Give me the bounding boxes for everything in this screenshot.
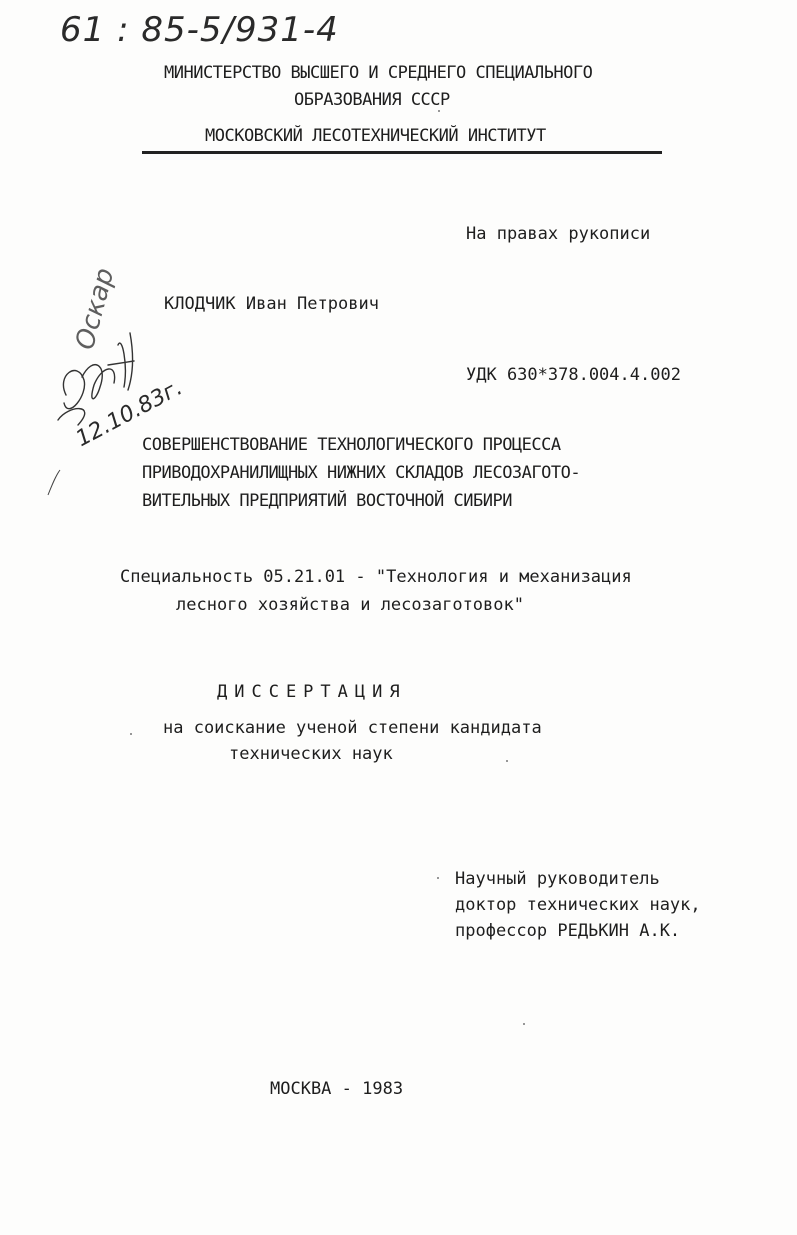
manuscript-rights: На правах рукописи	[466, 224, 651, 244]
header-divider	[142, 151, 662, 154]
advisor-line-3: профессор РЕДЬКИН А.К.	[455, 921, 681, 941]
title-line-3: ВИТЕЛЬНЫХ ПРЕДПРИЯТИЙ ВОСТОЧНОЙ СИБИРИ	[142, 491, 512, 511]
specialty-line-1: Специальность 05.21.01 - "Технология и механизация	[120, 567, 632, 587]
scan-speck	[438, 110, 440, 112]
title-line-2: ПРИВОДОХРАНИЛИЩНЫХ НИЖНИХ СКЛАДОВ ЛЕСОЗАГОТО-	[142, 463, 581, 483]
city-year: МОСКВА - 1983	[270, 1079, 404, 1099]
specialty-line-2: лесного хозяйства и лесозаготовок"	[176, 595, 524, 615]
dissertation-heading: ДИССЕРТАЦИЯ	[217, 682, 407, 702]
scan-speck	[506, 760, 508, 762]
scan-speck	[437, 877, 439, 879]
scan-speck	[523, 1023, 525, 1025]
signature-text: Оскар	[70, 264, 121, 353]
ministry-line-1: МИНИСТЕРСТВО ВЫСШЕГО И СРЕДНЕГО СПЕЦИАЛЬНОГО	[164, 63, 593, 83]
advisor-line-1: Научный руководитель	[455, 869, 660, 889]
advisor-line-2: доктор технических наук,	[455, 895, 701, 915]
ministry-line-2: ОБРАЗОВАНИЯ СССР	[294, 90, 450, 110]
dissertation-line-2: технических наук	[229, 744, 393, 764]
institute-name: МОСКОВСКИЙ ЛЕСОТЕХНИЧЕСКИЙ ИНСТИТУТ	[205, 126, 546, 146]
title-line-1: СОВЕРШЕНСТВОВАНИЕ ТЕХНОЛОГИЧЕСКОГО ПРОЦЕССА	[142, 435, 561, 455]
handwritten-date: 12.10.83г.	[72, 375, 187, 453]
dissertation-line-1: на соискание ученой степени кандидата	[163, 718, 542, 738]
author-name: КЛОДЧИК Иван Петрович	[164, 294, 379, 314]
archive-number: 61 : 85-5/931-4	[60, 10, 339, 50]
scan-speck	[130, 733, 132, 735]
udk-code: УДК 630*378.004.4.002	[466, 365, 681, 385]
